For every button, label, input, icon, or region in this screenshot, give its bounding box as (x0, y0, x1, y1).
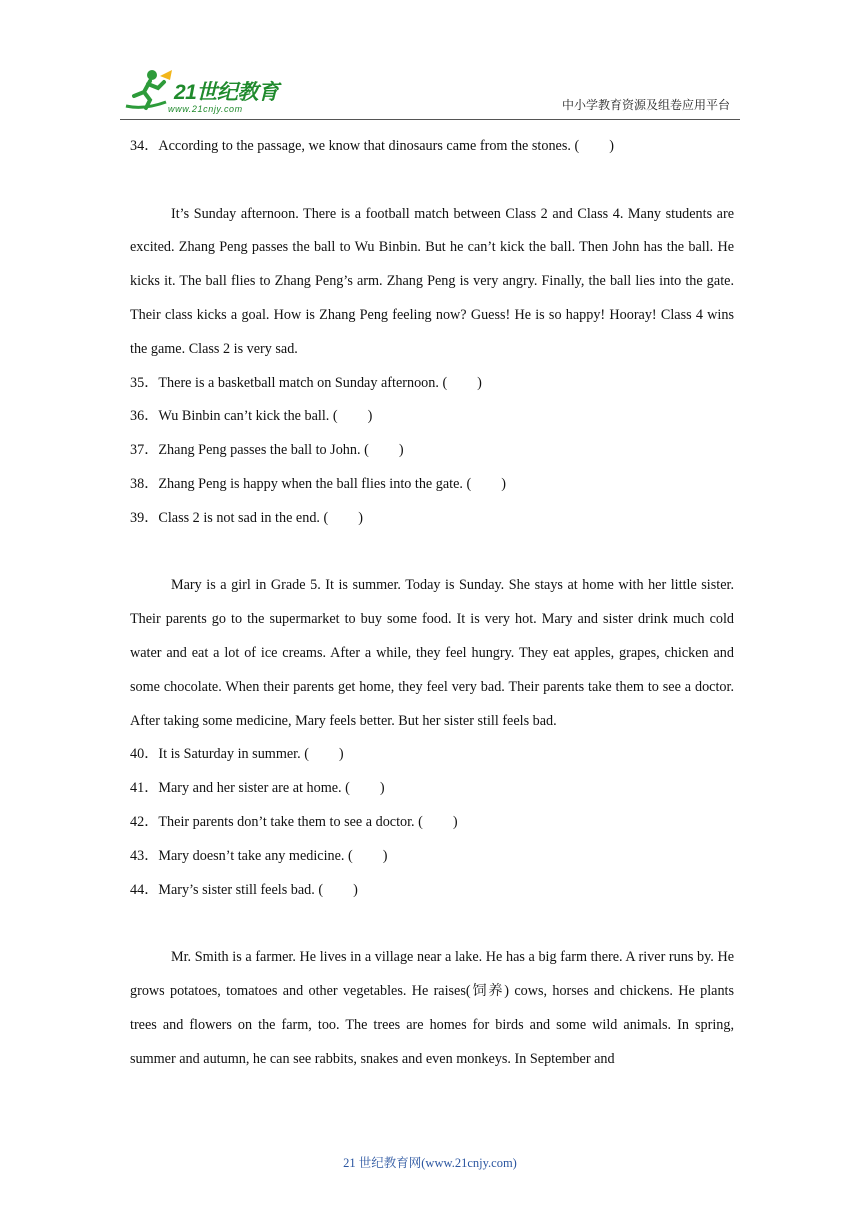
question-text: Wu Binbin can’t kick the ball. ( (158, 408, 338, 425)
question-number: 38． (130, 475, 159, 492)
reading-passage-mary: Mary is a girl in Grade 5. It is summer. Today is Sunday. She stays at home with her little sister. Their parents go to the supermarket to buy some food. It is very hot. Mary and sister drink much cold water and eat a lot of ice creams. After a while, they feel hungry. They eat apples, grapes, chicken and some chocolate. When their parents get home, they feel very bad. Their parents take them to see a doctor. After taking some medicine, Mary feels better. But her sister still feels bad. (130, 577, 734, 729)
logo-text: 21世纪教育 (174, 81, 279, 104)
question-35 (130, 367, 734, 401)
question-38 (130, 468, 734, 502)
question-close: ) (353, 881, 358, 898)
site-logo (122, 66, 292, 116)
question-text: Zhang Peng is happy when the ball flies into the gate. ( (158, 475, 472, 492)
question-text: Class 2 is not sad in the end. ( (158, 509, 329, 526)
question-number: 40． (130, 746, 159, 763)
question-text: Mary and her sister are at home. ( (158, 780, 350, 797)
question-text: Mary’s sister still feels bad. ( (158, 881, 324, 898)
question-40 (130, 738, 734, 772)
question-41 (130, 772, 734, 806)
question-number: 34． (130, 138, 159, 154)
question-43 (130, 840, 734, 874)
question-close: ) (358, 509, 363, 526)
question-number: 43． (130, 847, 159, 864)
question-text: According to the passage, we know that dinosaurs came from the stones. ( (158, 138, 580, 154)
question-34 (130, 130, 734, 164)
question-text: Their parents don’t take them to see a doctor. ( (158, 813, 423, 830)
question-number: 41． (130, 780, 159, 797)
page-footer: 21 世纪教育网(www.21cnjy.com) (343, 1156, 517, 1170)
question-42 (130, 806, 734, 840)
logo-url: www.21cnjy.com (168, 104, 243, 114)
question-number: 35． (130, 374, 159, 391)
question-number: 36． (130, 408, 159, 425)
question-37 (130, 434, 734, 468)
question-close: ) (367, 408, 373, 425)
question-text: There is a basketball match on Sunday afternoon. ( (158, 374, 448, 391)
question-number: 44． (130, 881, 159, 898)
question-close: ) (379, 780, 385, 797)
question-close: ) (382, 847, 388, 864)
question-text: It is Saturday in summer. ( (158, 746, 309, 763)
question-44 (130, 874, 734, 908)
question-close: ) (452, 813, 458, 830)
question-text: Zhang Peng passes the ball to John. ( (158, 442, 369, 459)
question-text: Mary doesn’t take any medicine. ( (158, 847, 353, 864)
reading-passage-football: It’s Sunday afternoon. There is a football match between Class 2 and Class 4. Many students are excited. Zhang Peng passes the ball to Wu Binbin. But he can’t kick the ball. Then John has the ball. He kicks it. The ball flies to Zhang Peng’s arm. Zhang Peng is very angry. Finally, the ball lies into the gate. Their class kicks a goal. How is Zhang Peng feeling now? Guess! He is so happy! Hooray! Class 4 wins the game. Class 2 is very sad. (130, 205, 734, 357)
page-header (0, 0, 860, 124)
question-close: ) (501, 475, 506, 492)
question-close: ) (338, 746, 344, 763)
question-number: 39． (130, 509, 159, 526)
spacer (130, 164, 734, 198)
header-tagline: 中小学教育资源及组卷应用平台 (561, 98, 730, 112)
document-body (130, 130, 734, 1076)
spacer (130, 907, 734, 941)
spacer (130, 536, 734, 570)
question-number: 37． (130, 442, 159, 459)
question-39 (130, 502, 734, 536)
question-36 (130, 400, 734, 434)
question-close: ) (609, 138, 614, 154)
question-number: 42． (130, 813, 159, 830)
question-close: ) (477, 374, 482, 391)
header-divider (120, 119, 740, 120)
reading-passage-farmer: Mr. Smith is a farmer. He lives in a village near a lake. He has a big farm there. A river runs by. He grows potatoes, tomatoes and other vegetables. He raises(饲养) cows, horses and chickens. He plants trees and flowers on the farm, too. The trees are homes for birds and some wild animals. In spring, summer and autumn, he can see rabbits, snakes and even monkeys. In September and (130, 949, 734, 1067)
question-close: ) (398, 442, 404, 459)
